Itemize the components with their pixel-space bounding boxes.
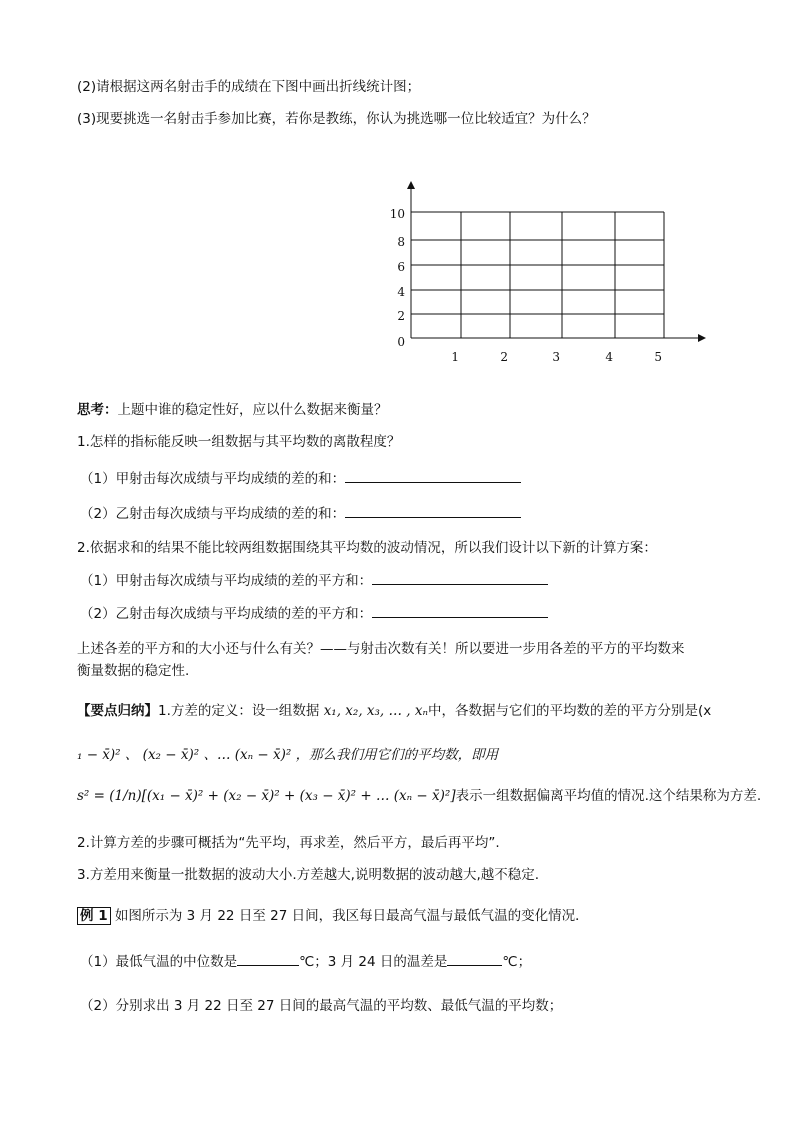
- summary-label: 【要点归纳】: [77, 703, 158, 719]
- example-1-line: [77, 907, 589, 925]
- x-axis-arrow: [698, 334, 706, 342]
- variance-formula-line: [77, 787, 761, 805]
- item-2: 2.依据求和的结果不能比较两组数据围绕其平均数的波动情况，所以我们设计以下新的计算方案：: [77, 540, 657, 556]
- x-tick-label: 3: [552, 350, 560, 364]
- question-3: (3)现要挑选一名射击手参加比赛，若你是教练，你认为挑选哪一位比较适宜？为什么？: [77, 111, 596, 127]
- think-label: 思考：: [77, 402, 118, 418]
- formula-explanation: 表示一组数据偏离平均值的情况.这个结果称为方差.: [455, 788, 762, 804]
- item-1a-text: （1）甲射击每次成绩与平均成绩的差的和：: [80, 471, 346, 487]
- item-1a: [80, 470, 521, 488]
- y-tick-label: 0: [397, 335, 405, 349]
- paragraph-line-1: 上述各差的平方和的大小还与什么有关？——与射击次数有关！所以要进一步用各差的平方的平均数来: [77, 641, 685, 657]
- summary-point-3: 3.方差用来衡量一批数据的波动大小.方差越大,说明数据的波动越大,越不稳定.: [77, 867, 540, 883]
- x-tick-label: 4: [605, 350, 613, 364]
- example-label: 例 1: [77, 907, 111, 925]
- item-2b-text: （2）乙射击每次成绩与平均成绩的差的平方和：: [80, 606, 373, 622]
- x-tick-label: 5: [654, 350, 662, 364]
- think-text: 上题中谁的稳定性好，应以什么数据来衡量？: [117, 402, 388, 418]
- example-text: 如图所示为 3 月 22 日至 27 日间，我区每日最高气温与最低气温的变化情况．: [110, 908, 589, 924]
- item-2a-text: （1）甲射击每次成绩与平均成绩的差的平方和：: [80, 573, 373, 589]
- example-q2: （2）分别求出 3 月 22 日至 27 日间的最高气温的平均数、最低气温的平均数；: [80, 998, 563, 1014]
- deviation-terms: ₁ − x̄)² 、 (x₂ − x̄)² 、… (xₙ − x̄)² ，那么我们用它们的平均数，即用: [77, 747, 499, 763]
- x-tick-label: 1: [451, 350, 459, 364]
- think-line: [77, 401, 388, 419]
- line-chart-grid: [0, 175, 794, 375]
- question-2: (2)请根据这两名射击手的成绩在下图中画出折线统计图；: [77, 79, 421, 95]
- y-tick-label: 10: [389, 207, 405, 221]
- answer-blank[interactable]: [345, 505, 521, 518]
- y-tick-label: 6: [397, 260, 405, 274]
- y-tick-label: 4: [397, 285, 405, 299]
- answer-blank[interactable]: [345, 470, 521, 483]
- data-list: x₁, x₂, x₃, … , xₙ: [323, 703, 428, 719]
- y-tick-label: 8: [397, 235, 405, 249]
- y-axis-arrow: [407, 181, 415, 189]
- x-tick-label: 2: [500, 350, 508, 364]
- item-1b: [80, 505, 521, 523]
- summary-line-2: [77, 746, 498, 764]
- y-tick-label: 2: [397, 309, 405, 323]
- answer-blank[interactable]: [372, 605, 548, 618]
- item-2a: [80, 572, 548, 590]
- answer-blank[interactable]: [447, 953, 502, 966]
- item-1b-text: （2）乙射击每次成绩与平均成绩的差的和：: [80, 506, 346, 522]
- item-1: 1.怎样的指标能反映一组数据与其平均数的离散程度？: [77, 434, 401, 450]
- summary-definition-cont: 中，各数据与它们的平均数的差的平方分别是(x: [427, 703, 712, 719]
- summary-point-2: 2.计算方差的步骤可概括为“先平均，再求差，然后平方，最后再平均”.: [77, 835, 500, 851]
- paragraph-line-2: 衡量数据的稳定性.: [77, 663, 190, 679]
- variance-formula: s² = (1/n)[(x₁ − x̄)² + (x₂ − x̄)² + (x₃ − x̄)² + … (xₙ − x̄)²]: [77, 788, 456, 804]
- example-q1-part-a: （1）最低气温的中位数是: [80, 954, 238, 970]
- summary-line-1: [77, 702, 711, 720]
- answer-blank[interactable]: [372, 572, 548, 585]
- item-2b: [80, 605, 548, 623]
- example-q1-part-b: ℃；3 月 24 日的温差是: [299, 954, 448, 970]
- summary-definition: 1.方差的定义：设一组数据: [158, 703, 320, 719]
- answer-blank[interactable]: [237, 953, 299, 966]
- example-q1: [80, 953, 531, 971]
- example-q1-part-c: ℃；: [502, 954, 532, 970]
